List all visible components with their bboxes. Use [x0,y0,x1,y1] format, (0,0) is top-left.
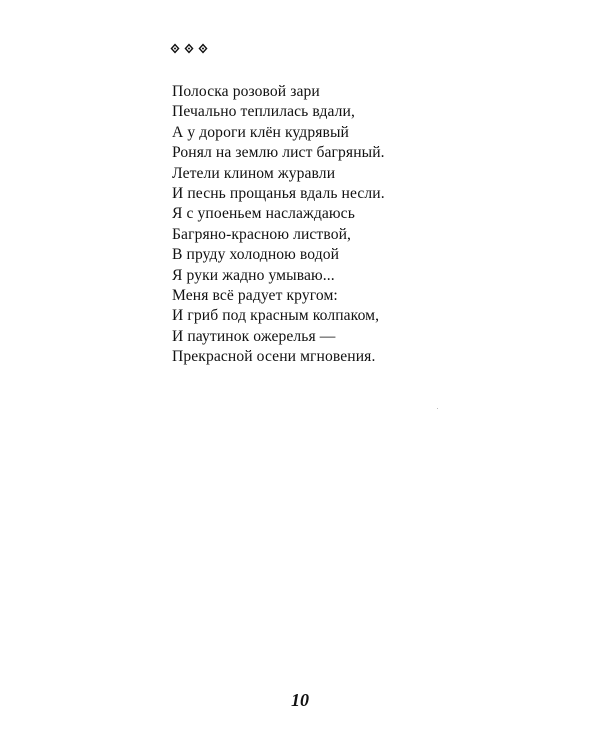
poem [172,82,385,368]
diamond-ornament-icon [184,43,194,54]
paper-speck [437,408,438,409]
poem-line: Ронял на землю лист багряный. [172,144,385,162]
diamond-ornament-icon [170,43,180,54]
poem-line: Багряно-красною листвой, [172,225,352,243]
page-number: 10 [291,690,309,710]
poem-line: В пруду холодною водой [172,246,340,264]
poem-line: Печально теплилась вдали, [172,103,355,121]
diamond-ornament-icon [198,43,208,54]
poem-line: И паутинок ожерелья — [172,327,336,345]
poem-line: И гриб под красным колпаком, [172,307,380,325]
poem-line: Я руки жадно умываю... [172,266,335,284]
poem-line: А у дороги клён кудрявый [172,123,349,141]
poem-line: Я с упоеньем наслаждаюсь [172,205,355,223]
poem-line: Полоска розовой зари [172,83,320,100]
poem-line: Летели клином журавли [172,164,336,182]
poem-line: Меня всё радует кругом: [172,287,338,305]
poem-line: И песнь прощанья вдаль несли. [172,185,385,203]
poem-line: Прекрасной осени мгновения. [172,348,376,366]
section-ornament [170,43,208,54]
